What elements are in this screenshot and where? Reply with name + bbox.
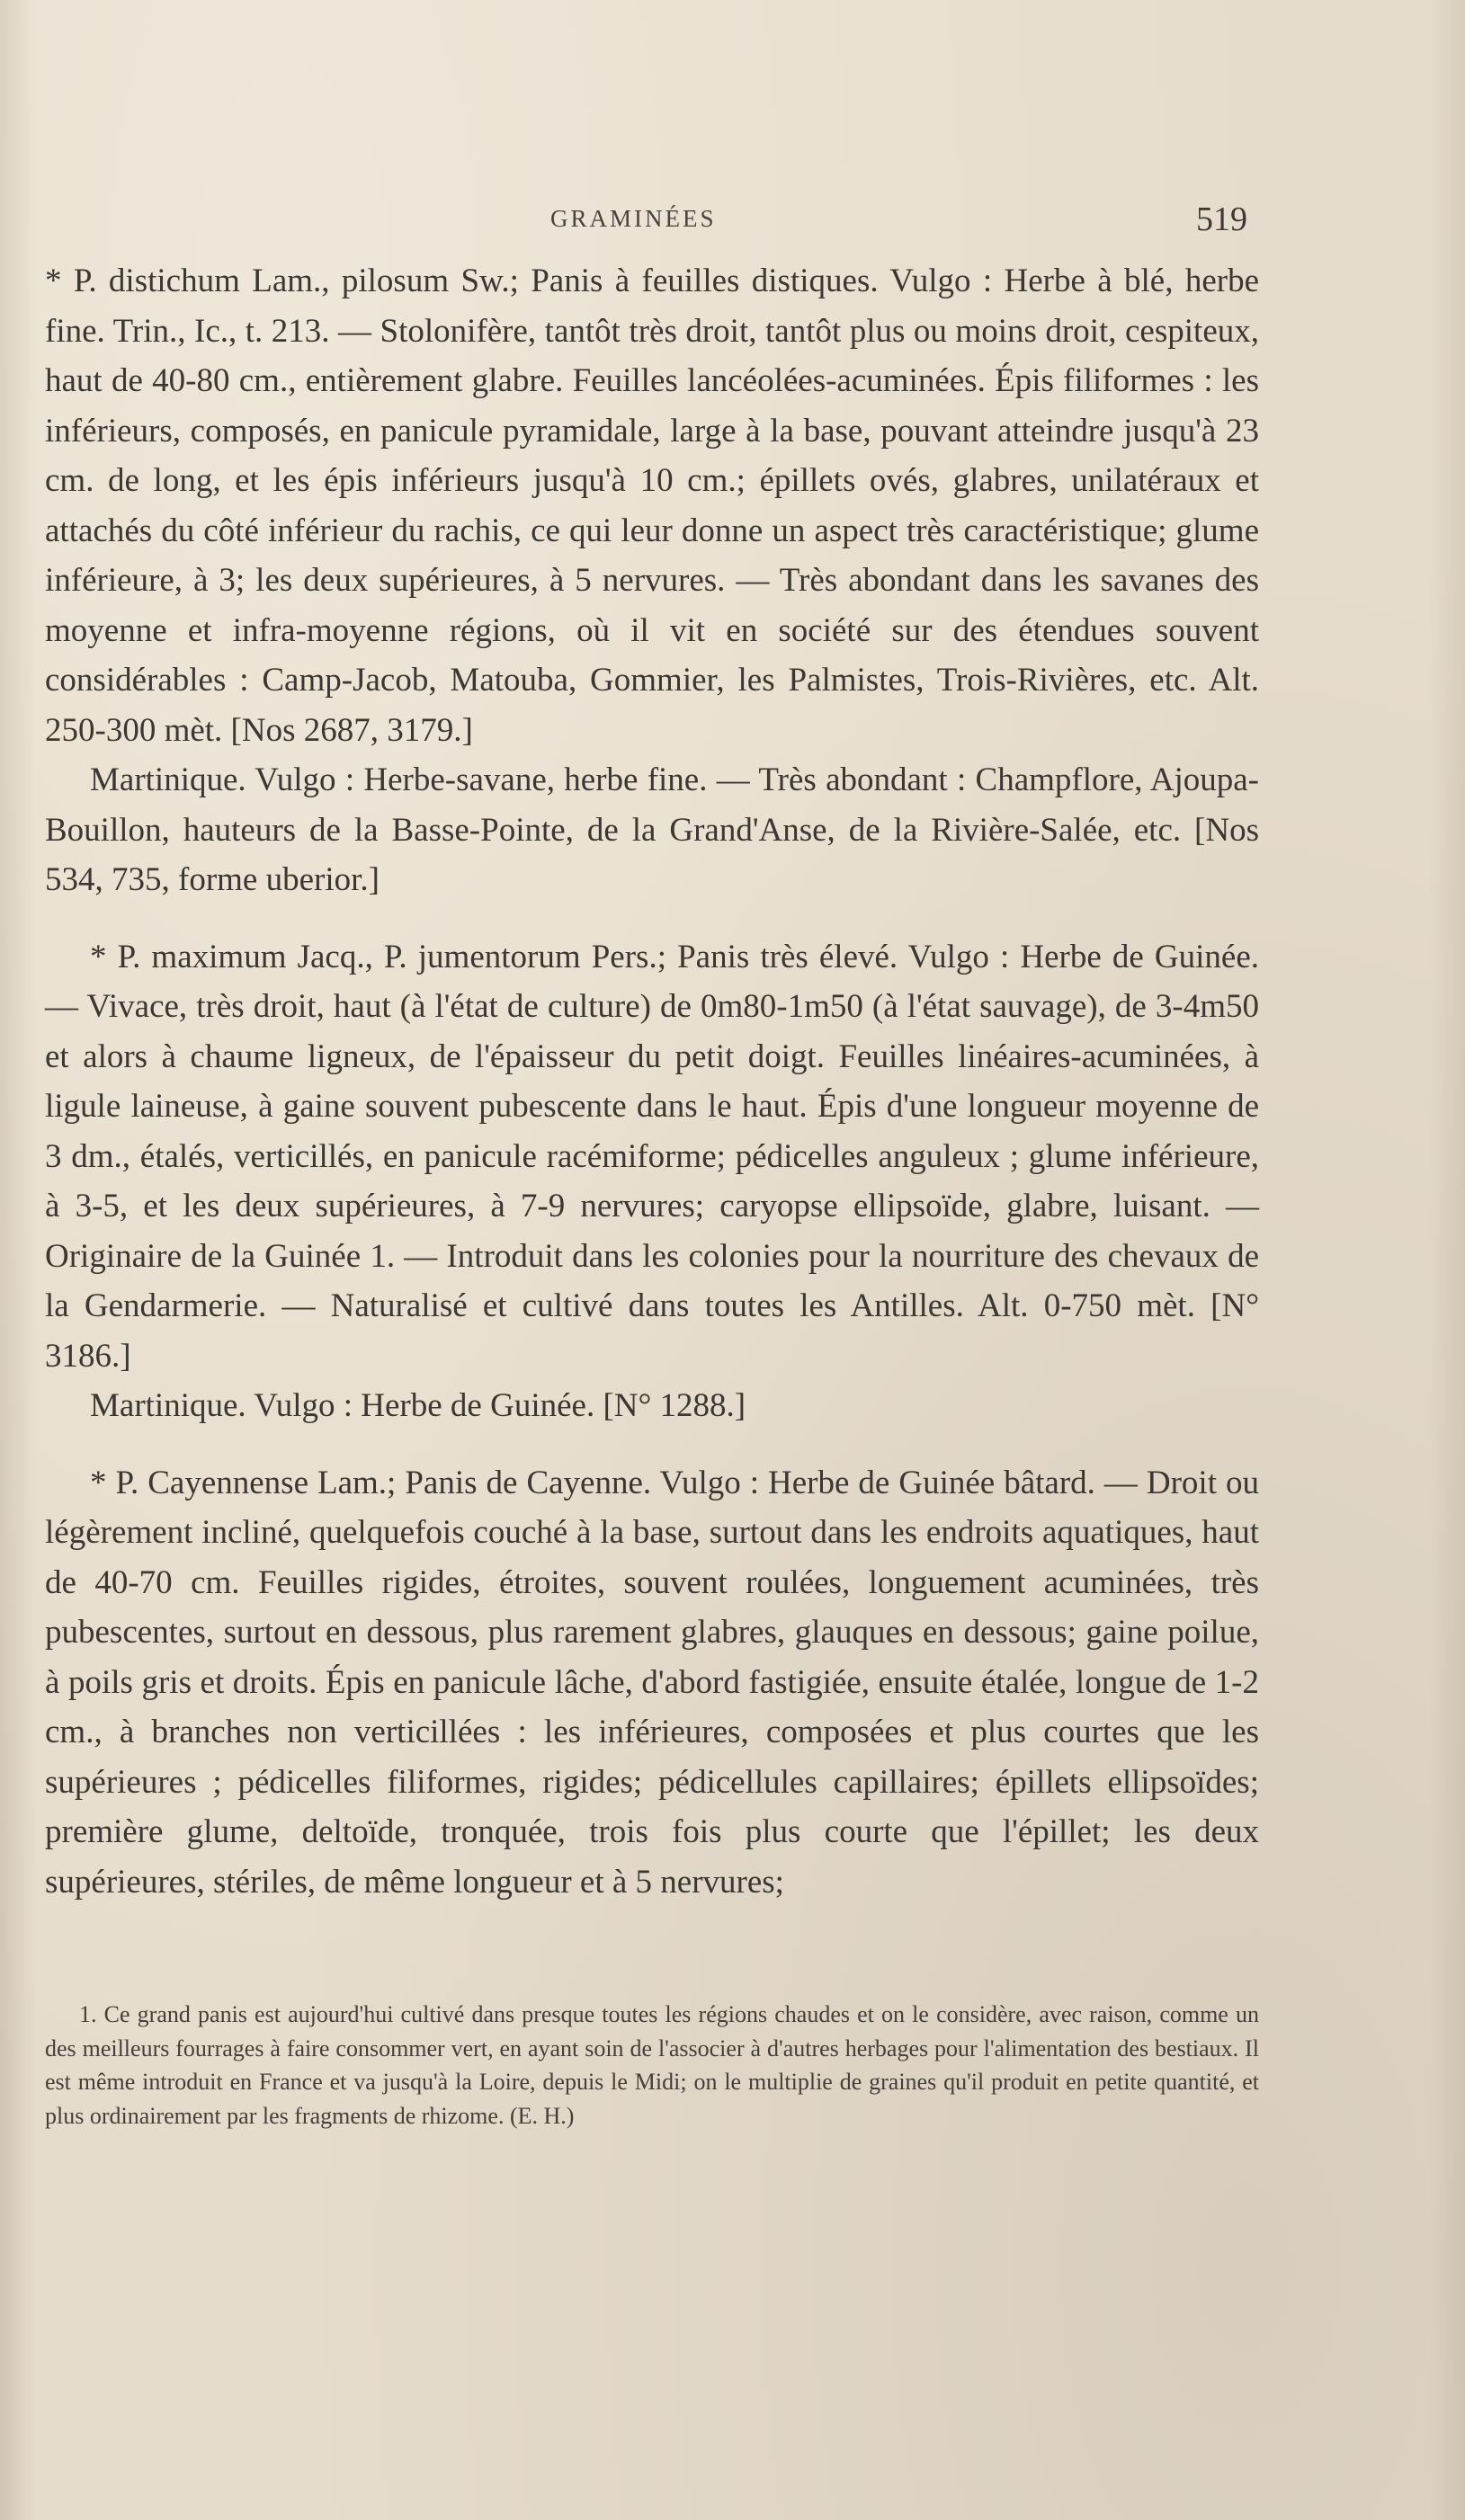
footnote-1: 1. Ce grand panis est aujourd'hui cultivé dans presque toutes les régions chaudes et on le considère, avec raison, comme un des meilleurs fourrages à faire consommer vert, en ayant soin de l'associer à d'autres herbages pour l'alimentation des bestiaux. Il est même introduit en France et va jusqu'à la Loire, depuis le Midi; on le multiplie de graines qu'il produit en petite quantité, et plus ordinairement par les fragments de rhizome. (E. H.) bbox=[45, 2001, 1259, 2129]
main-text bbox=[45, 256, 1259, 1907]
paragraph-gap bbox=[45, 1431, 1259, 1458]
footnotes bbox=[45, 1998, 1259, 2133]
locality-martinique-distichum: Martinique. Vulgo : Herbe-savane, herbe fine. — Très abondant : Champflore, Ajoupa-Bouillon, hauteurs de la Basse-Pointe, de la Grand'Anse, de la Rivière-Salée, etc. [Nos 534, 735, forme uberior.] bbox=[45, 761, 1259, 898]
entry-panicum-maximum: * P. maximum Jacq., P. jumentorum Pers.; Panis très élevé. Vulgo : Herbe de Guinée. — Vivace, très droit, haut (à l'état de culture) de 0m80-1m50 (à l'état sauvage), de 3-4m50 et alors à chaume ligneux, de l'épaisseur du petit doigt. Feuilles linéaires-acuminées, à ligule laineuse, à gaine souvent pubescente dans le haut. Épis d'une longueur moyenne de 3 dm., étalés, verticillés, en panicule racémiforme; pédicelles anguleux ; glume inférieure, à 3-5, et les deux supérieures, à 7-9 nervures; caryopse ellipsoïde, glabre, luisant. — Originaire de la Guinée 1. — Introduit dans les colonies pour la nourriture des chevaux de la Gendarmerie. — Naturalisé et cultivé dans toutes les Antilles. Alt. 0-750 mèt. [N° 3186.] bbox=[45, 938, 1259, 1375]
page-number: 519 bbox=[1196, 200, 1247, 238]
running-head: GRAMINÉES bbox=[550, 205, 717, 232]
locality-martinique-maximum: Martinique. Vulgo : Herbe de Guinée. [N° 1288.] bbox=[90, 1387, 746, 1424]
page-header bbox=[0, 200, 1465, 245]
entry-panicum-cayennense: * P. Cayennense Lam.; Panis de Cayenne. Vulgo : Herbe de Guinée bâtard. — Droit ou légèrement incliné, quelquefois couché à la base, surtout dans les endroits aquatiques, haut de 40-70 cm. Feuilles rigides, étroites, souvent roulées, longuement acuminées, très pubescentes, surtout en dessous, plus rarement glabres, glauques en dessous; gaine poilue, à poils gris et droits. Épis en panicule lâche, d'abord fastigiée, ensuite étalée, longue de 1-2 cm., à branches non verticillées : les inférieures, composées et plus courtes que les supérieures ; pédicelles filiformes, rigides; pédicellules capillaires; épillets ellipsoïdes; première glume, deltoïde, tronquée, trois fois plus courte que l'épillet; les deux supérieures, stériles, de même longueur et à 5 nervures; bbox=[45, 1464, 1259, 1901]
paragraph-gap bbox=[45, 905, 1259, 932]
entry-panicum-distichum: * P. distichum Lam., pilosum Sw.; Panis à feuilles distiques. Vulgo : Herbe à blé, herbe fine. Trin., Ic., t. 213. — Stolonifère, tantôt très droit, tantôt plus ou moins droit, cespiteux, haut de 40-80 cm., entièrement glabre. Feuilles lancéolées-acuminées. Épis filiformes : les inférieurs, composés, en panicule pyramidale, large à la base, pouvant atteindre jusqu'à 23 cm. de long, et les épis inférieurs jusqu'à 10 cm.; épillets ovés, glabres, unilatéraux et attachés du côté inférieur du rachis, ce qui leur donne un aspect très caractéristique; glume inférieure, à 3; les deux supérieures, à 5 nervures. — Très abondant dans les savanes des moyenne et infra-moyenne régions, où il vit en société sur des étendues souvent considérables : Camp-Jacob, Matouba, Gommier, les Palmistes, Trois-Rivières, etc. Alt. 250-300 mèt. [Nos 2687, 3179.] bbox=[45, 263, 1259, 749]
